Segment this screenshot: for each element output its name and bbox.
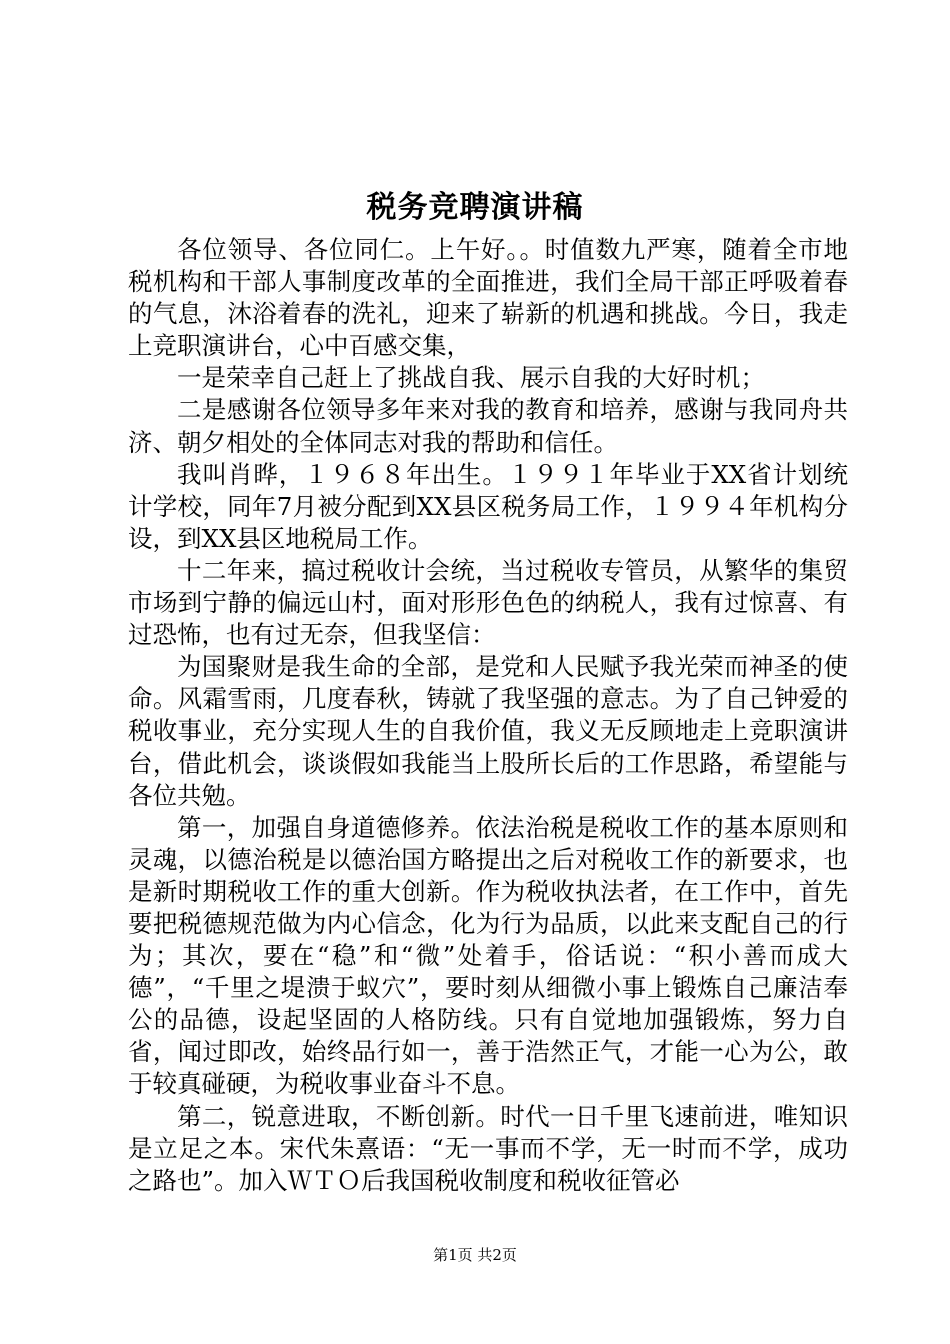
paragraph-greeting: 各位领导、各位同仁。上午好。。时值数九严寒，随着全市地税机构和干部人事制度改革的全面推进，我们全局干部正呼吸着春的气息，沐浴着春的洗礼，迎来了崭新的机遇和挑战。今日，我走上竞职演讲台，心中百感交集， bbox=[128, 235, 848, 361]
paragraph-point-two: 第二，锐意进取，不断创新。时代一日千里飞速前进，唯知识是立足之本。宋代朱熹语：“无一事而不学，无一时而不学，成功之路也”。加入ＷＴＯ后我国税收制度和税收征管必 bbox=[128, 1101, 848, 1195]
paragraph-mission: 为国聚财是我生命的全部，是党和人民赋予我光荣而神圣的使命。风霜雪雨，几度春秋，铸就了我坚强的意志。为了自己钟爱的税收事业，充分实现人生的自我价值，我义无反顾地走上竞职演讲台，借此机会，谈谈假如我能当上股所长后的工作思路，希望能与各位共勉。 bbox=[128, 652, 848, 810]
paragraph-point-one: 第一，加强自身道德修养。依法治税是税收工作的基本原则和灵魂，以德治税是以德治国方略提出之后对税收工作的新要求，也是新时期税收工作的重大创新。作为税收执法者，在工作中，首先要把税德规范做为内心信念，化为行为品质，以此来支配自己的行为；其次，要在“稳”和“微”处着手，俗话说：“积小善而成大德”，“千里之堤溃于蚁穴”，要时刻从细微小事上锻炼自己廉洁奉公的品德，设起坚固的人格防线。只有自觉地加强锻炼，努力自省，闻过即改，始终品行如一，善于浩然正气，才能一心为公，敢于较真碰硬，为税收事业奋斗不息。 bbox=[128, 812, 848, 1099]
paragraph-first-point: 一是荣幸自己赶上了挑战自我、展示自我的大好时机； bbox=[177, 363, 765, 393]
page-footer: 第1页 共2页 bbox=[433, 1246, 517, 1264]
paragraph-work-history: 十二年来，搞过税收计会统，当过税收专管员，从繁华的集贸市场到宁静的偏远山村，面对形形色色的纳税人，我有过惊喜、有过恐怖，也有过无奈，但我坚信： bbox=[128, 555, 848, 650]
document-body bbox=[128, 234, 848, 1197]
document-title: 税务竞聘演讲稿 bbox=[366, 190, 584, 225]
paragraph-self-introduction: 我叫肖晔，１９６８年出生。１９９１年毕业于XX省计划统计学校，同年7月被分配到XX县区税务局工作，１９９４年机构分设，到XX县区地税局工作。 bbox=[128, 459, 848, 553]
paragraph-second-point: 二是感谢各位领导多年来对我的教育和培养，感谢与我同舟共济、朝夕相处的全体同志对我的帮助和信任。 bbox=[128, 395, 848, 457]
